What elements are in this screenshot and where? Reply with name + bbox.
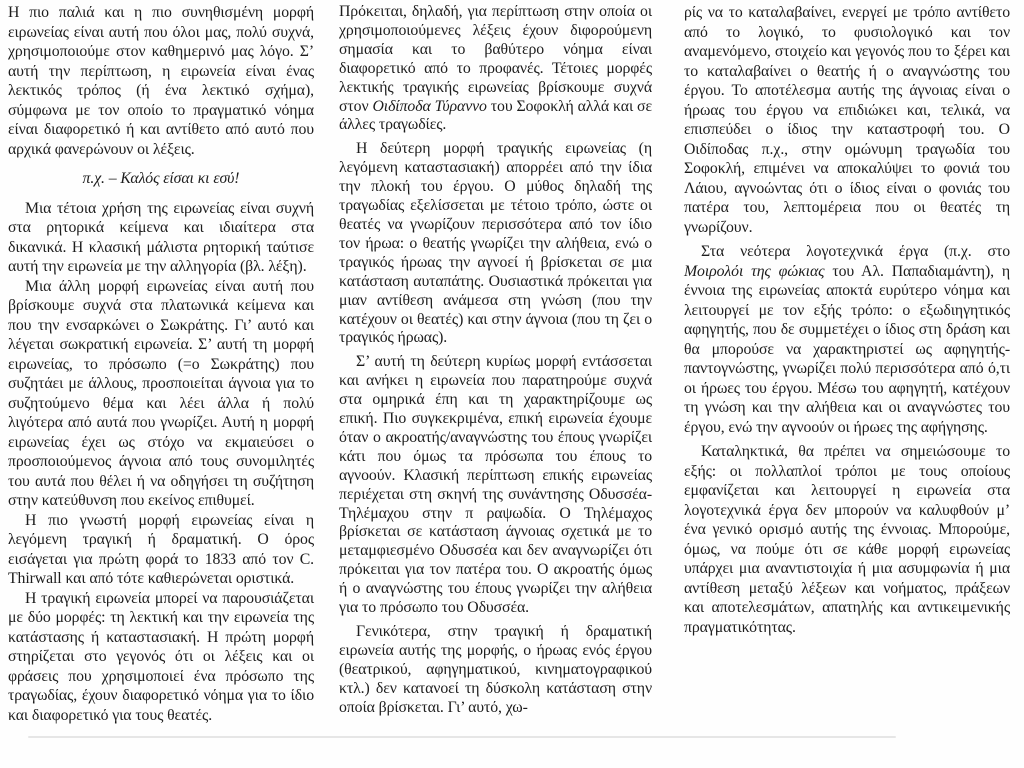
- paragraph: [8, 3, 314, 159]
- text-run: Στα νεότερα λογοτεχνικά έργα (π.χ. στο: [701, 243, 1010, 260]
- paragraph: [684, 442, 1010, 637]
- emphasized-text-run: Οιδίποδα Τύραννο: [372, 97, 487, 115]
- paragraph: [8, 589, 314, 726]
- text-run: Η πιο γνωστή μορφή ειρωνείας είναι η λεγόμενη τραγική ή δραματική. Ο όρος εισάγεται για πρώτη φορά το 1833 από τον C. Thirwall και από τότε καθιερώνεται οριστικά.: [8, 511, 314, 587]
- text-run: Η τραγική ειρωνεία μπορεί να παρουσιάζεται με δύο μορφές: τη λεκτική και την ειρωνεία της κατάστασης ή καταστασιακή. Η πρώτη μορφή στηρίζεται στο γεγονός ότι οι λέξεις και οι φράσεις που χρησιμοποιεί ένα πρόσωπο της τραγωδίας, έχουν διαφορετικό νόημα για το ίδιο και διαφορετικό για τους θεατές.: [8, 589, 314, 724]
- text-run: του Αλ. Παπαδιαμάντη), η έννοια της ειρωνείας αποκτά ευρύτερο νόημα και λειτουργεί με τον εξής τρόπο: ο εξωδιηγητικός αφηγητής, που δε συμμετέχει ο ίδιος στη δράση και θα μπορούσε να χαρακτηριστεί ως αφηγητής-παντογνώστης, γνωρίζει πολύ περισσότερα από ό,τι οι ήρωες του έργου. Μέσω του αφηγητή, κατέχουν τη γνώση και την αλήθεια και οι αναγνώστες του έργου, ενώ την αγνοούν οι ήρωες της αφήγησης.: [684, 262, 1010, 436]
- paragraph: [339, 623, 652, 718]
- paragraph: [339, 3, 652, 135]
- paragraph: [8, 511, 314, 589]
- text-run: Πρόκειται, δηλαδή, για περίπτωση στην οποία οι χρησιμοποιούμενες λέξεις έχουν διφορούμενη σημασία και το βαθύτερο νόημα είναι διαφορετικό από το προφανές. Τέτοιες μορφές λεκτικής τραγικής ειρωνείας βρίσκουμε συχνά στον: [339, 3, 652, 115]
- text-run: ρίς να το καταλαβαίνει, ενεργεί με τρόπο αντίθετο από το λογικό, το φυσιολογικό και τον αναμενόμενο, στοιχείο και γεγονός που το ξέρει και το καταλαβαίνει ο θεατής ή ο αναγνώστης του έργου. Το αποτέλεσμα αυτής της άγνοιας είναι ο ήρωας του έργου να επιδιώκει και, τελικά, να επισπεύδει ο ίδιος την καταστροφή του. Ο Οιδίποδας π.χ., στην ομώνυμη τραγωδία του Σοφοκλή, επιμένει να αποκαλύψει το φονιά του Λάιου, αγνοώντας ότι ο ίδιος είναι ο φονιάς του πατέρα του, λεπτομέρεια που οι θεατές τη γνωρίζουν.: [684, 4, 1010, 236]
- emphasized-text-run: π.χ. – Καλός είσαι κι εσύ!: [82, 170, 240, 187]
- scan-artifact-line: [28, 736, 896, 738]
- text-column-3: [684, 3, 1010, 642]
- paragraph: [339, 140, 652, 348]
- paragraph: [8, 199, 314, 277]
- text-run: Η πιο παλιά και η πιο συνηθισμένη μορφή ειρωνείας είναι αυτή που όλοι μας, πολύ συχνά, χρησιμοποιούμε στον καθημερινό μας λόγο. Σ’ αυτή την περίπτωση, η ειρωνεία είναι ένας λεκτικός τρόπος (ή ένα λεκτικό σχήμα), σύμφωνα με τον οποίο το πραγματικό νόημα είναι διαφορετικό ή και αντίθετο από αυτό που αρχικά φανερώνουν οι λέξεις.: [8, 4, 314, 158]
- example-line: [8, 169, 314, 189]
- text-run: Καταληκτικά, θα πρέπει να σημειώσουμε το εξής: οι πολλαπλοί τρόποι με τους οποίους εμφανίζεται και λειτουργεί η ειρωνεία στα λογοτεχνικά έργα δεν μπορούν να καλυφθούν μ’ ένα γενικό ορισμό αυτής της έννοιας. Μπορούμε, όμως, να πούμε ότι σε κάθε μορφή ειρωνείας υπάρχει μια αναντιστοιχία ή μια ασυμφωνία ή μια αντίθεση μεταξύ λέξεων και νοήματος, πράξεων και αποτελεσμάτων, απατηλής και αντικειμενικής πραγματικότητας.: [684, 443, 1010, 636]
- text-run: Γενικότερα, στην τραγική ή δραματική ειρωνεία αυτής της μορφής, ο ήρωας ενός έργου (θεατρικού, αφηγηματικού, κινηματογραφικού κτλ.) δεν κατανοεί τη δύσκολη κατάσταση στην οποία βρίσκεται. Γι’ αυτό, χω-: [339, 623, 652, 716]
- paragraph: [684, 3, 1010, 237]
- emphasized-text-run: Μοιρολόι της φώκιας: [684, 262, 825, 280]
- text-run: Σ’ αυτή τη δεύτερη κυρίως μορφή εντάσσεται και ανήκει η ειρωνεία που παρατηρούμε συχνά στα ομηρικά έπη και τη χαρακτηρίζουμε ως επική. Πιο συγκεκριμένα, επική ειρωνεία έχουμε όταν ο ακροατής/αναγνώστης του έπους γνωρίζει κάτι που όμως τα πρόσωπα του έπους το αγνοούν. Κλασική περίπτωση επικής ειρωνείας περιέχεται στη σκηνή της συνάντησης Οδυσσέα-Τηλέμαχου στην π ραψωδία. Ο Τηλέμαχος βρίσκεται σε κατάσταση άγνοιας σχετικά με το μεταμφιεσμένο Οδυσσέα και δεν αναγνωρίζει ότι πρόκειται για τον πατέρα του. Ο ακροατής όμως ή ο αναγνώστης του έπους γνωρίζει την αλήθεια για το πρόσωπο του Οδυσσέα.: [339, 353, 652, 617]
- text-column-1: [8, 3, 314, 725]
- paragraph: [684, 242, 1010, 437]
- paragraph: [339, 353, 652, 618]
- text-run: Η δεύτερη μορφή τραγικής ειρωνείας (η λεγόμενη καταστασιακή) απορρέει από την ίδια την πλοκή του έργου. Ο μύθος δηλαδή της τραγωδίας εξελίσσεται με τέτοιο τρόπο, ώστε οι θεατές να γνωρίζουν περισσότερα από τον ίδιο τον ήρωα: ο θεατής γνωρίζει την αλήθεια, ενώ ο τραγικός ήρωας την αγνοεί ή βρίσκεται σε μια κατάσταση αυταπάτης. Ουσιαστικά πρόκειται για μιαν αντίθεση ανάμεσα στη γνώση (που την κατέχουν οι θεατές) και στην άγνοια (που τη ζει ο τραγικός ήρωας).: [339, 140, 652, 347]
- text-run: Μια άλλη μορφή ειρωνείας είναι αυτή που βρίσκουμε συχνά στα πλατωνικά κείμενα και που την ενσαρκώνει ο Σωκράτης. Γι’ αυτό και λέγεται σωκρατική ειρωνεία. Σ’ αυτή τη μορφή ειρωνείας, το πρόσωπο (=ο Σωκράτης) που συζητάει με άλλους, προσποιείται άγνοια για το συζητούμενο θέμα και λέει άλλα ή πολύ λιγότερα από αυτά που γνωρίζει. Αυτή η μορφή ειρωνείας έχει ως στόχο να εκμαιεύσει ο προσποιούμενος άγνοια από τους συνομιλητές του αυτά που θέλει ή να οδηγήσει τη συζήτηση στην κατεύθυνση που εκείνος επιθυμεί.: [8, 277, 314, 509]
- text-run: του Σοφοκλή αλλά και σε άλλες τραγωδίες.: [339, 97, 652, 134]
- paragraph: [8, 277, 314, 511]
- text-run: Μια τέτοια χρήση της ειρωνείας είναι συχνή στα ρητορικά κείμενα και ιδιαίτερα στα δικανικά. Η κλασική μάλιστα ρητορική ταύτισε αυτή την ειρωνεία με την αλληγορία (βλ. λέξη).: [8, 199, 314, 275]
- text-column-2: [339, 3, 652, 723]
